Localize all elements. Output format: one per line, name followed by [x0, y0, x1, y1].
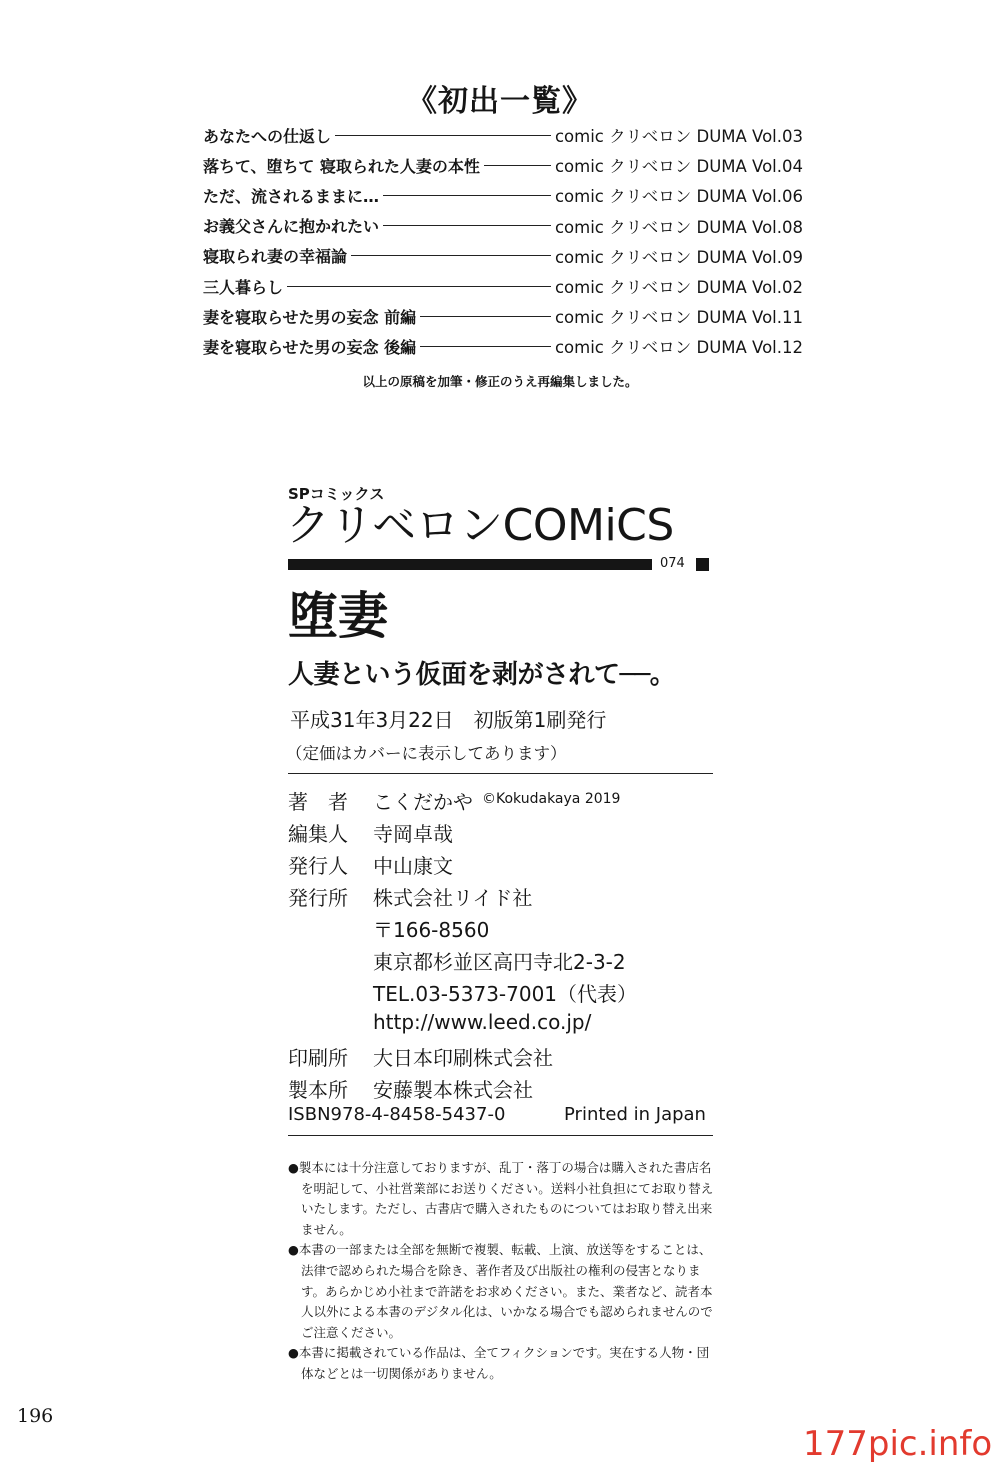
- story-source: comic クリベロン DUMA Vol.06: [554, 187, 803, 207]
- story-title: 妻を寝取らせた男の妄念 前編: [203, 307, 417, 327]
- page-number: 196: [17, 1405, 54, 1427]
- story-source: comic クリベロン DUMA Vol.09: [554, 247, 803, 267]
- story-title: 寝取られ妻の幸福論: [203, 247, 348, 267]
- series-logo: クリベロンCOMiCS: [286, 500, 674, 551]
- book-subtitle: 人妻という仮面を剥がされて──。: [288, 660, 676, 690]
- notice-paragraph: ●本書の一部または全部を無断で複製、転載、上演、放送等をすることは、法律で認められた場合を除き、著作者及び出版社の権利の侵害となります。あらかじめ小社まで許諾をお求めください。また、業者など、読者本人以外による本書のデジタル化は、いかなる場合でも認められませんのでご注意ください。: [288, 1242, 713, 1340]
- copyright: ©Kokudakaya 2019: [482, 791, 621, 807]
- story-source: comic クリベロン DUMA Vol.02: [554, 278, 803, 298]
- list-item: [203, 180, 803, 210]
- story-source: comic クリベロン DUMA Vol.12: [554, 338, 803, 358]
- printed-in: Printed in Japan: [564, 1104, 706, 1125]
- leader-line: [383, 225, 551, 226]
- story-title: 落ちて、堕ちて 寝取られた人妻の本性: [203, 156, 480, 176]
- publisher-name: 株式会社リイド社: [373, 886, 533, 910]
- list-item: [203, 211, 803, 241]
- price-note: （定価はカバーに表示してあります）: [286, 744, 567, 763]
- watermark: 177pic.info: [803, 1424, 993, 1464]
- leader-line: [484, 165, 551, 166]
- story-title: お義父さんに抱かれたい: [203, 217, 380, 237]
- notice-block: [288, 1158, 718, 1385]
- editor-label: 編集人: [288, 822, 348, 846]
- leader-line: [420, 316, 551, 317]
- book-title: 堕妻: [288, 587, 388, 645]
- leader-line: [287, 286, 551, 287]
- imprint-label: SPコミックス: [288, 485, 385, 503]
- printer-name: 大日本印刷株式会社: [373, 1046, 553, 1070]
- leader-line: [335, 135, 551, 136]
- first-appearance-list: [203, 120, 803, 362]
- issuer-name: 中山康文: [373, 854, 453, 878]
- series-number: 074: [660, 556, 685, 571]
- notice-paragraph: ●本書に掲載されている作品は、全てフィクションです。実在する人物・団体などとは一切関係がありません。: [288, 1345, 710, 1381]
- binder-name: 安藤製本株式会社: [373, 1078, 533, 1102]
- publication-date: 平成31年3月22日 初版第1刷発行: [290, 708, 607, 732]
- publisher-label: 発行所: [288, 886, 348, 910]
- telephone: TEL.03-5373-7001（代表）: [373, 982, 638, 1006]
- story-title: あなたへの仕返し: [203, 126, 332, 146]
- leader-line: [420, 346, 551, 347]
- story-title: 妻を寝取らせた男の妄念 後編: [203, 337, 417, 357]
- printer-label: 印刷所: [288, 1046, 348, 1070]
- list-item: [203, 301, 803, 331]
- first-appearance-note: 以上の原稿を加筆・修正のうえ再編集しました。: [362, 374, 638, 389]
- postal-code: 〒166-8560: [373, 918, 490, 942]
- editor-name: 寺岡卓哉: [373, 822, 453, 846]
- divider: [288, 1135, 713, 1136]
- story-title: 三人暮らし: [203, 277, 284, 297]
- list-item: [203, 150, 803, 180]
- story-source: comic クリベロン DUMA Vol.04: [554, 157, 803, 177]
- story-source: comic クリベロン DUMA Vol.11: [554, 308, 803, 328]
- divider: [288, 773, 713, 774]
- website-url: http://www.leed.co.jp/: [373, 1010, 592, 1034]
- first-appearance-title: 《初出一覧》: [407, 84, 593, 119]
- story-source: comic クリベロン DUMA Vol.08: [554, 217, 803, 237]
- binder-label: 製本所: [288, 1078, 348, 1102]
- leader-line: [351, 255, 551, 256]
- list-item: [203, 241, 803, 271]
- list-item: [203, 271, 803, 301]
- story-title: ただ、流されるままに…: [203, 186, 380, 206]
- series-square-mark: [696, 558, 709, 571]
- series-rule: [288, 559, 652, 570]
- author-label: 著 者: [288, 790, 348, 814]
- isbn: ISBN978-4-8458-5437-0: [288, 1104, 506, 1125]
- list-item: [203, 120, 803, 150]
- story-source: comic クリベロン DUMA Vol.03: [554, 127, 803, 147]
- leader-line: [383, 195, 551, 196]
- notice-paragraph: ●製本には十分注意しておりますが、乱丁・落丁の場合は購入された書店名を明記して、小社営業部にお送りください。送料小社負担にてお取り替えいたします。ただし、古書店で購入されたものについてはお取り替え出来ません。: [288, 1160, 714, 1237]
- list-item: [203, 331, 803, 361]
- issuer-label: 発行人: [288, 854, 348, 878]
- author-name: こくだかや: [373, 790, 473, 814]
- address: 東京都杉並区高円寺北2-3-2: [373, 950, 626, 974]
